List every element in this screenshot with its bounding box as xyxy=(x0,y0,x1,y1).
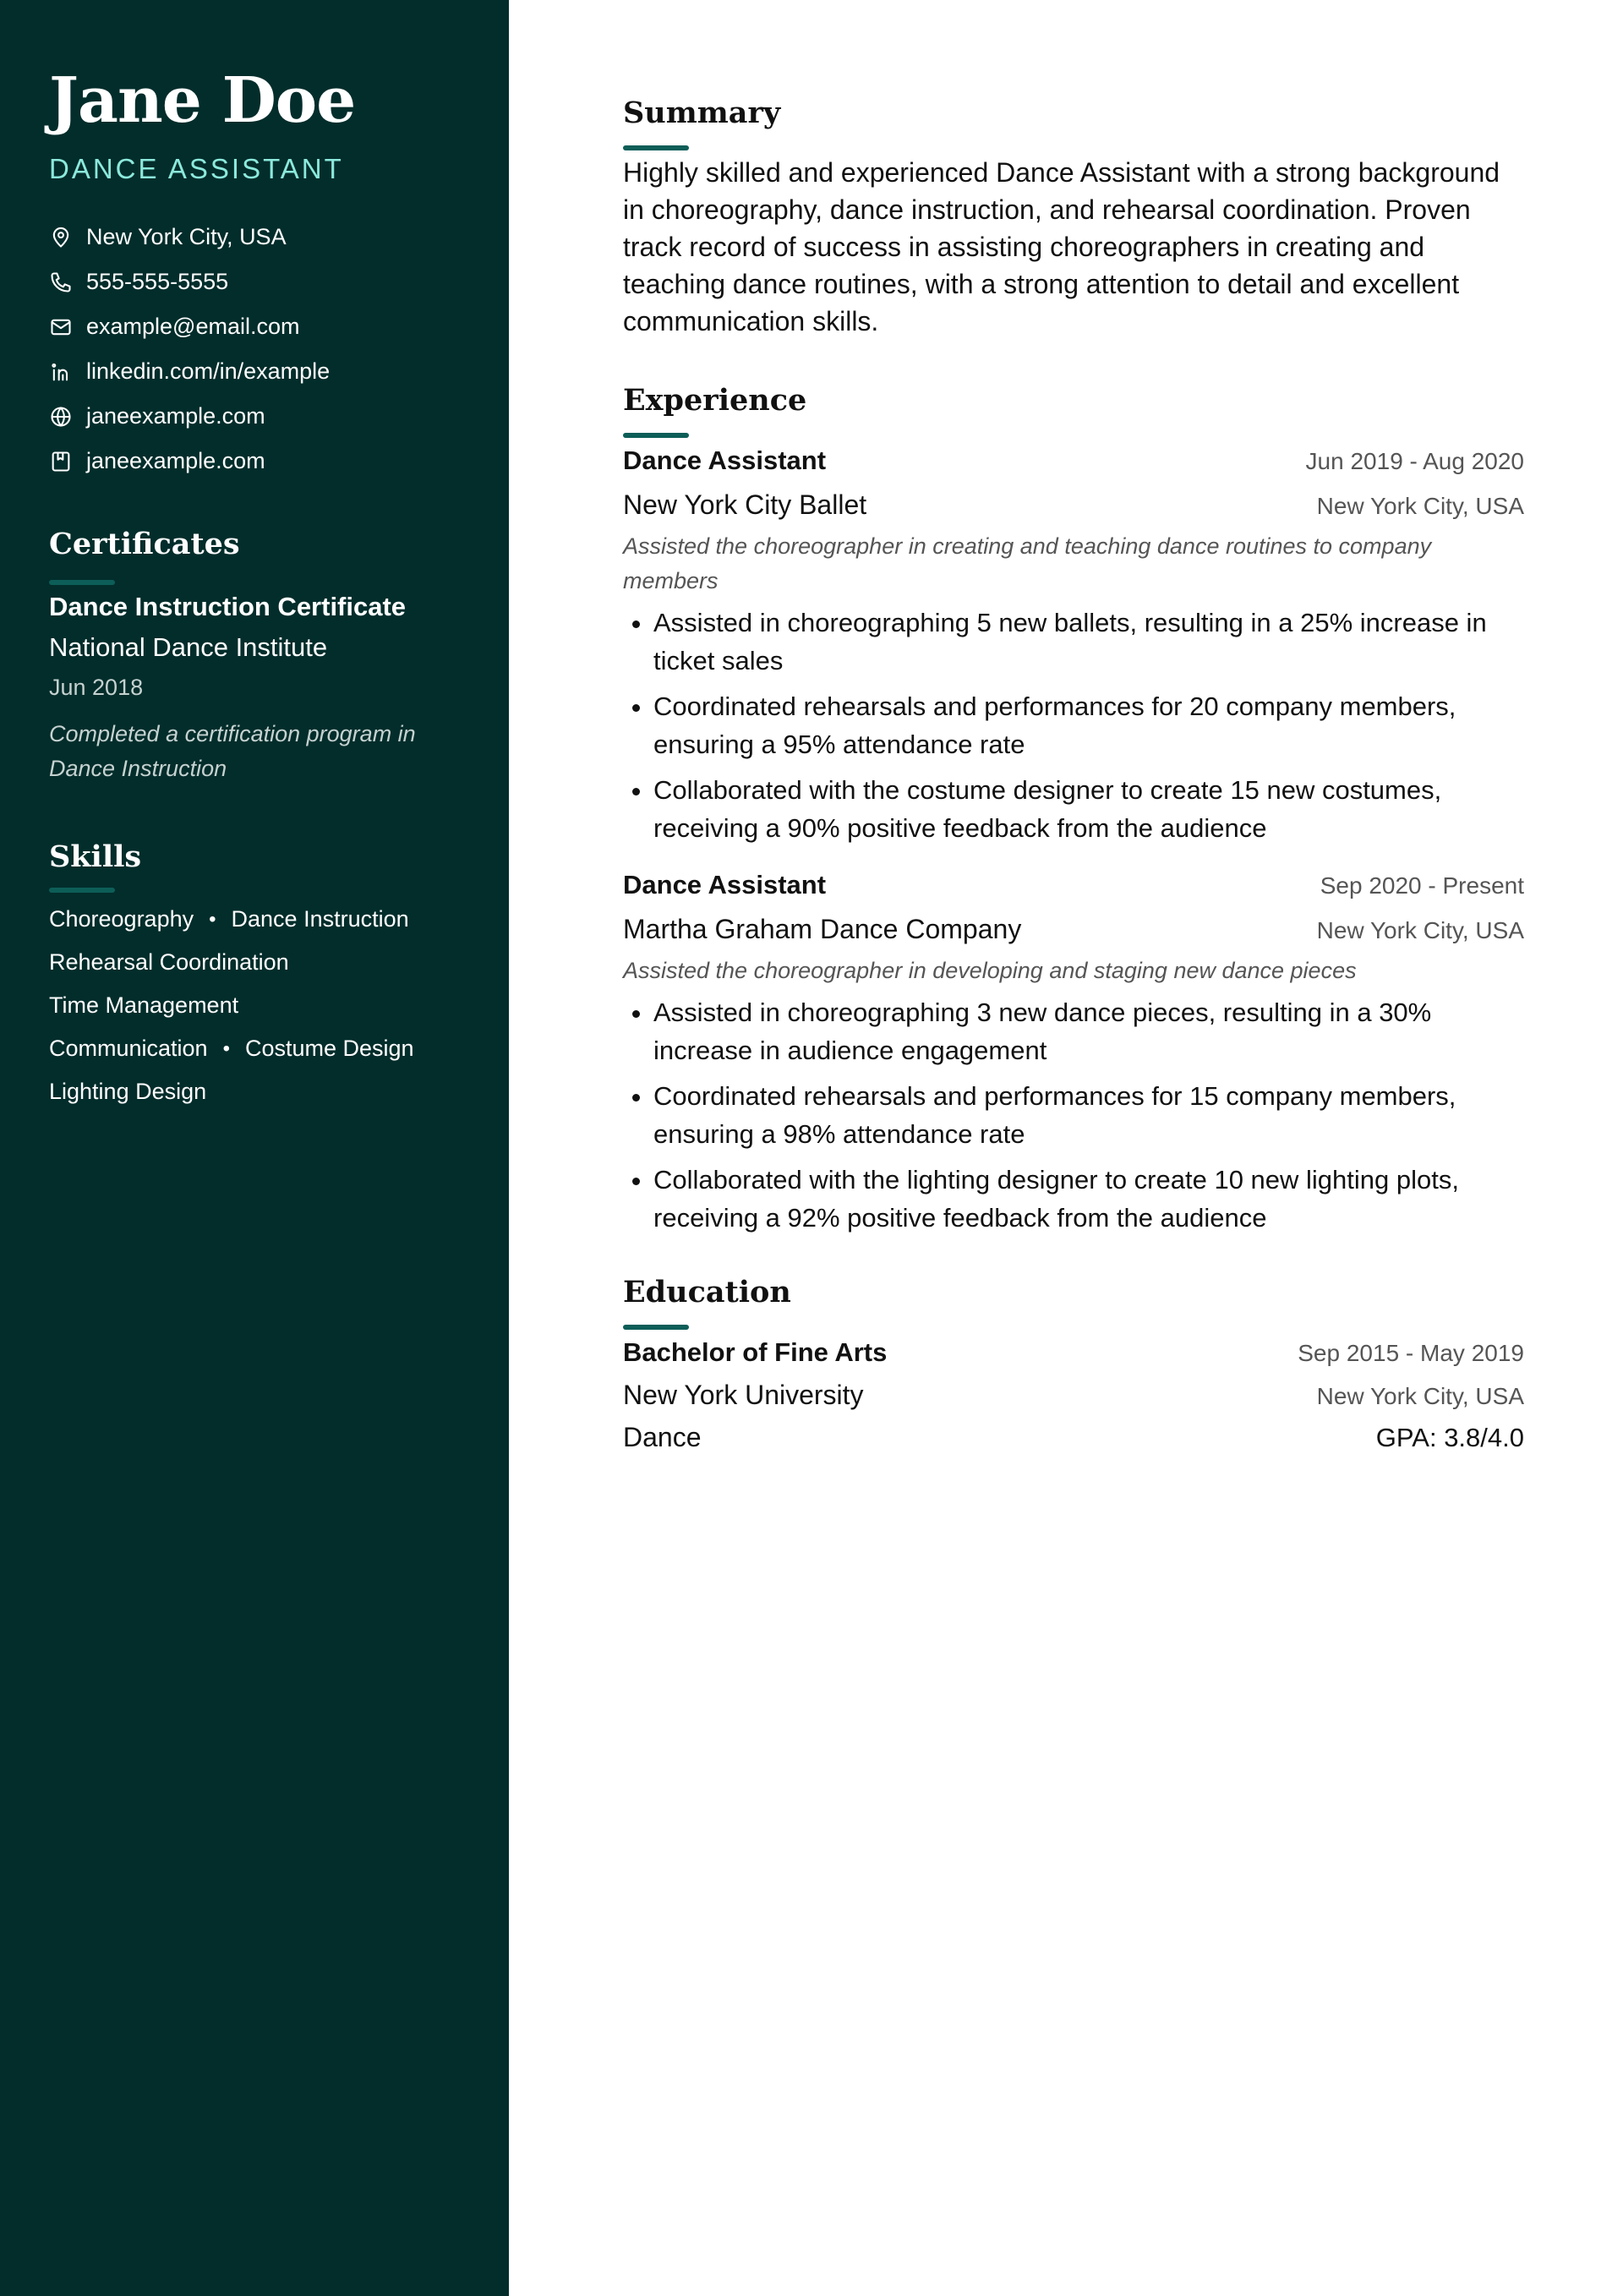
job-bullet: • Assisted in choreographing 5 new ballets, resulting in a 25% increase in ticket sales xyxy=(653,604,1524,680)
education-school-row xyxy=(623,1377,1524,1413)
portfolio-icon xyxy=(49,450,73,473)
contact-location xyxy=(49,215,460,260)
education-section xyxy=(623,1274,1524,1455)
location-pin-icon xyxy=(49,226,73,249)
candidate-name: Jane Doe xyxy=(49,64,356,137)
linkedin-icon xyxy=(49,360,73,384)
job-entry xyxy=(623,443,1524,847)
skill-item: Costume Design xyxy=(244,1036,414,1061)
skill-item: Dance Instruction xyxy=(231,906,409,932)
skills-list xyxy=(49,898,460,1113)
education-header xyxy=(623,1335,1524,1370)
contact-phone[interactable] xyxy=(49,260,460,304)
skill-item: Choreography xyxy=(49,906,194,932)
skill-item: Communication xyxy=(49,1036,208,1061)
job-company: New York City Ballet xyxy=(623,489,867,520)
education-field: Dance xyxy=(623,1422,702,1452)
contact-email[interactable] xyxy=(49,304,460,349)
contact-portfolio[interactable] xyxy=(49,439,460,484)
contact-linkedin-text[interactable]: linkedin.com/in/example xyxy=(86,358,331,384)
certificates-underline xyxy=(49,580,115,585)
education-gpa: GPA: 3.8/4.0 xyxy=(1375,1423,1524,1452)
certificate-date: Jun 2018 xyxy=(49,675,144,700)
contact-email-text[interactable]: example@email.com xyxy=(86,314,300,339)
skill-item: Lighting Design xyxy=(49,1079,207,1104)
job-title: DANCE ASSISTANT xyxy=(49,153,344,184)
phone-icon xyxy=(49,271,73,294)
job-bullet: • Coordinated rehearsals and performances for 15 company members, ensuring a 98% attendance rate xyxy=(653,1077,1524,1153)
contact-website-text[interactable]: janeexample.com xyxy=(86,403,265,429)
contact-website[interactable] xyxy=(49,394,460,439)
job-entry xyxy=(623,867,1524,1237)
skill-row xyxy=(49,898,460,941)
skills-underline xyxy=(49,888,115,893)
experience-underline xyxy=(623,433,689,438)
skill-row xyxy=(49,984,460,1027)
summary-underline xyxy=(623,145,689,150)
summary-text: Highly skilled and experienced Dance Assistant with a strong background in choreography, dance instruction, and rehearsal coordination. Proven track record of success in assisting choreographers in creating and teaching dance routines, with a strong attention to detail and excellent communication skills. xyxy=(623,157,1500,336)
certificate-name: Dance Instruction Certificate xyxy=(49,592,407,621)
email-icon xyxy=(49,315,73,339)
job-company-row xyxy=(623,903,1524,947)
skill-row xyxy=(49,1070,460,1113)
job-role: Dance Assistant xyxy=(623,446,827,475)
skill-separator: • xyxy=(222,1036,230,1060)
certificates-section xyxy=(49,526,460,786)
job-header xyxy=(623,443,1524,478)
job-location: New York City, USA xyxy=(1316,917,1524,943)
contact-phone-text[interactable]: 555-555-5555 xyxy=(86,269,229,294)
skill-item: Rehearsal Coordination xyxy=(49,949,289,975)
skills-heading: Skills xyxy=(49,839,142,874)
sidebar xyxy=(0,0,509,2296)
job-location: New York City, USA xyxy=(1316,493,1524,519)
job-bullets xyxy=(623,993,1524,1237)
job-bullet: • Collaborated with the lighting designer to create 10 new lighting plots, receiving a 92% positive feedback from the audience xyxy=(653,1161,1524,1237)
skill-separator: • xyxy=(209,907,216,931)
job-header xyxy=(623,867,1524,903)
job-dates: Jun 2019 - Aug 2020 xyxy=(1305,448,1524,474)
job-description: Assisted the choreographer in creating and teaching dance routines to company members xyxy=(623,533,1432,593)
job-role: Dance Assistant xyxy=(623,870,827,899)
education-dates: Sep 2015 - May 2019 xyxy=(1298,1340,1524,1366)
job-bullet: • Collaborated with the costume designer to create 15 new costumes, receiving a 90% positive feedback from the audience xyxy=(653,771,1524,847)
education-degree: Bachelor of Fine Arts xyxy=(623,1337,888,1367)
job-bullets xyxy=(623,604,1524,847)
skill-row xyxy=(49,1027,460,1070)
experience-heading: Experience xyxy=(623,383,807,418)
job-bullet: • Coordinated rehearsals and performances for 20 company members, ensuring a 95% attendance rate xyxy=(653,687,1524,763)
skill-row xyxy=(49,941,460,984)
contact-portfolio-text[interactable]: janeexample.com xyxy=(86,448,265,473)
education-school: New York University xyxy=(623,1380,864,1410)
job-bullet: • Assisted in choreographing 3 new dance pieces, resulting in a 30% increase in audience engagement xyxy=(653,993,1524,1069)
contact-linkedin[interactable] xyxy=(49,349,460,394)
education-underline xyxy=(623,1325,689,1330)
job-dates: Sep 2020 - Present xyxy=(1320,872,1524,899)
summary-section xyxy=(623,95,1524,340)
education-field-row xyxy=(623,1419,1524,1455)
certificate-org: National Dance Institute xyxy=(49,632,328,662)
skills-section xyxy=(49,839,460,1113)
job-company-row xyxy=(623,478,1524,522)
contact-list xyxy=(49,215,460,484)
contact-location-text: New York City, USA xyxy=(86,224,287,249)
certificate-description: Completed a certification program in Dance Instruction xyxy=(49,721,416,781)
main-content xyxy=(509,0,1623,2296)
job-company: Martha Graham Dance Company xyxy=(623,914,1022,944)
experience-section xyxy=(623,382,1524,1237)
summary-heading: Summary xyxy=(623,96,781,130)
education-heading: Education xyxy=(623,1275,791,1309)
certificates-heading: Certificates xyxy=(49,527,240,561)
skill-item: Time Management xyxy=(49,992,239,1018)
job-description: Assisted the choreographer in developing and staging new dance pieces xyxy=(623,958,1357,983)
globe-icon xyxy=(49,405,73,429)
education-location: New York City, USA xyxy=(1316,1383,1524,1409)
